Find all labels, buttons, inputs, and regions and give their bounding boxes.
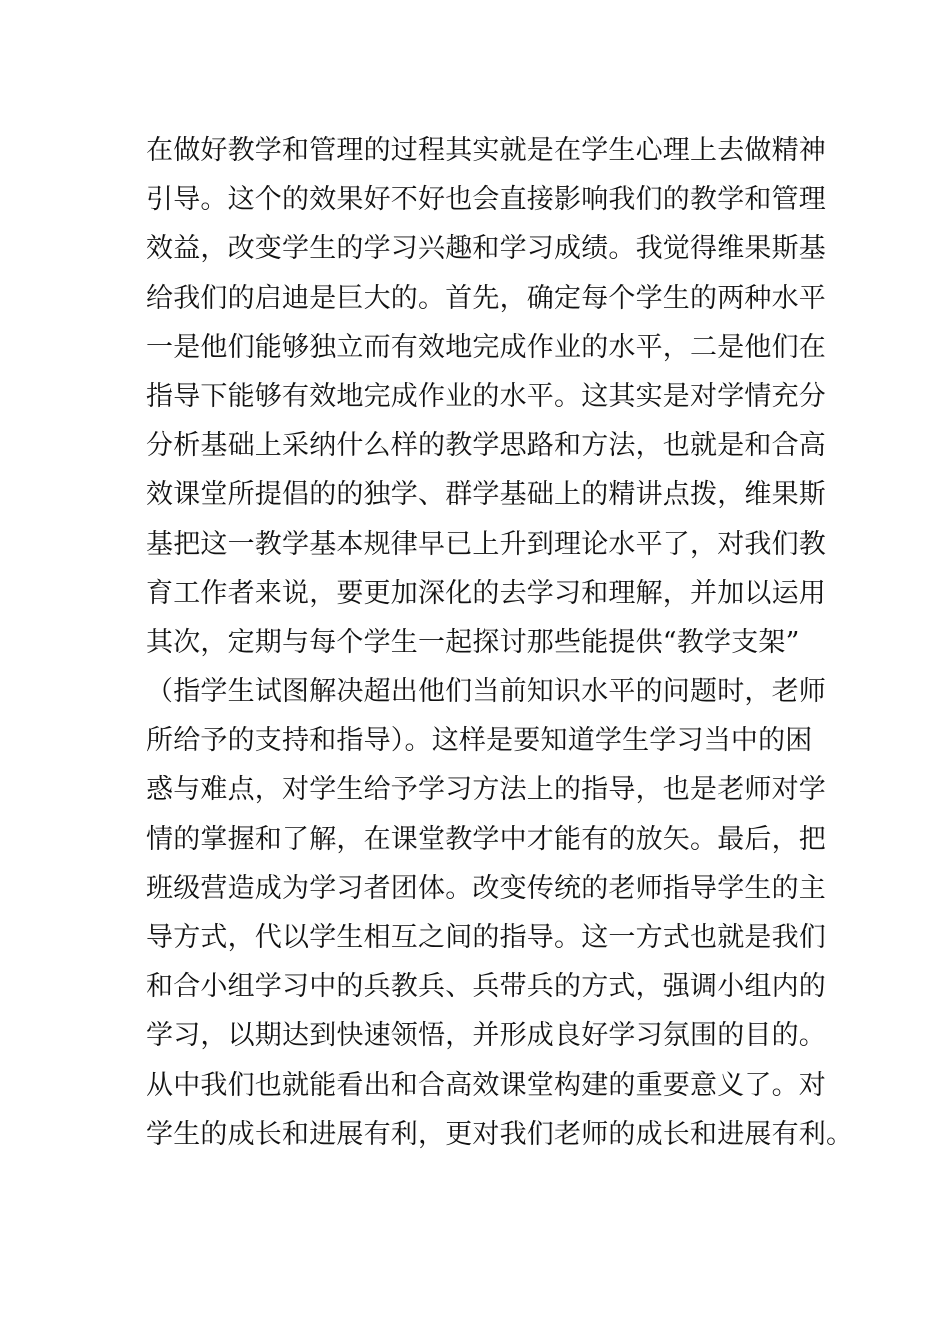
text-line-3: 效益，改变学生的学习兴趣和学习成绩。我觉得维果斯基 bbox=[146, 233, 826, 265]
text-line-2: 引导。这个的效果好不好也会直接影响我们的教学和管理 bbox=[146, 184, 826, 216]
text-line-17: 导方式，代以学生相互之间的指导。这一方式也就是我们 bbox=[146, 922, 826, 953]
text-line-18: 和合小组学习中的兵教兵、兵带兵的方式，强调小组内的 bbox=[146, 971, 826, 1003]
text-line-7: 分析基础上采纳什么样的教学思路和方法，也就是和合高 bbox=[146, 430, 826, 462]
text-line-4: 给我们的启迪是巨大的。首先，确定每个学生的两种水平 bbox=[146, 282, 826, 314]
text-line-11: 其次，定期与每个学生一起探讨那些能提供“教学支架” bbox=[146, 626, 800, 658]
text-line-13: 所给予的支持和指导）。这样是要知道学生学习当中的困 bbox=[146, 725, 813, 757]
text-line-12: （指学生试图解决超出他们当前知识水平的问题时，老师 bbox=[146, 676, 826, 708]
text-line-14: 惑与难点，对学生给予学习方法上的指导，也是老师对学 bbox=[146, 774, 826, 806]
body-text bbox=[146, 126, 854, 1159]
text-line-15: 情的掌握和了解，在课堂教学中才能有的放矢。最后，把 bbox=[146, 823, 826, 855]
text-line-16: 班级营造成为学习者团体。改变传统的老师指导学生的主 bbox=[146, 872, 826, 904]
text-line-19: 学习，以期达到快速领悟，并形成良好学习氛围的目的。 bbox=[146, 1020, 826, 1052]
text-line-10: 育工作者来说，要更加深化的去学习和理解，并加以运用 bbox=[146, 577, 826, 609]
text-line-5: 一是他们能够独立而有效地完成作业的水平，二是他们在 bbox=[146, 331, 826, 363]
text-line-9: 基把这一教学基本规律早已上升到理论水平了，对我们教 bbox=[146, 528, 826, 560]
text-line-8: 效课堂所提倡的的独学、群学基础上的精讲点拨，维果斯 bbox=[146, 479, 826, 511]
text-line-21: 学生的成长和进展有利，更对我们老师的成长和进展有利。 bbox=[146, 1118, 854, 1150]
text-line-6: 指导下能够有效地完成作业的水平。这其实是对学情充分 bbox=[146, 380, 826, 412]
text-line-20: 从中我们也就能看出和合高效课堂构建的重要意义了。对 bbox=[146, 1069, 826, 1101]
text-line-1: 在做好教学和管理的过程其实就是在学生心理上去做精神 bbox=[146, 135, 826, 166]
